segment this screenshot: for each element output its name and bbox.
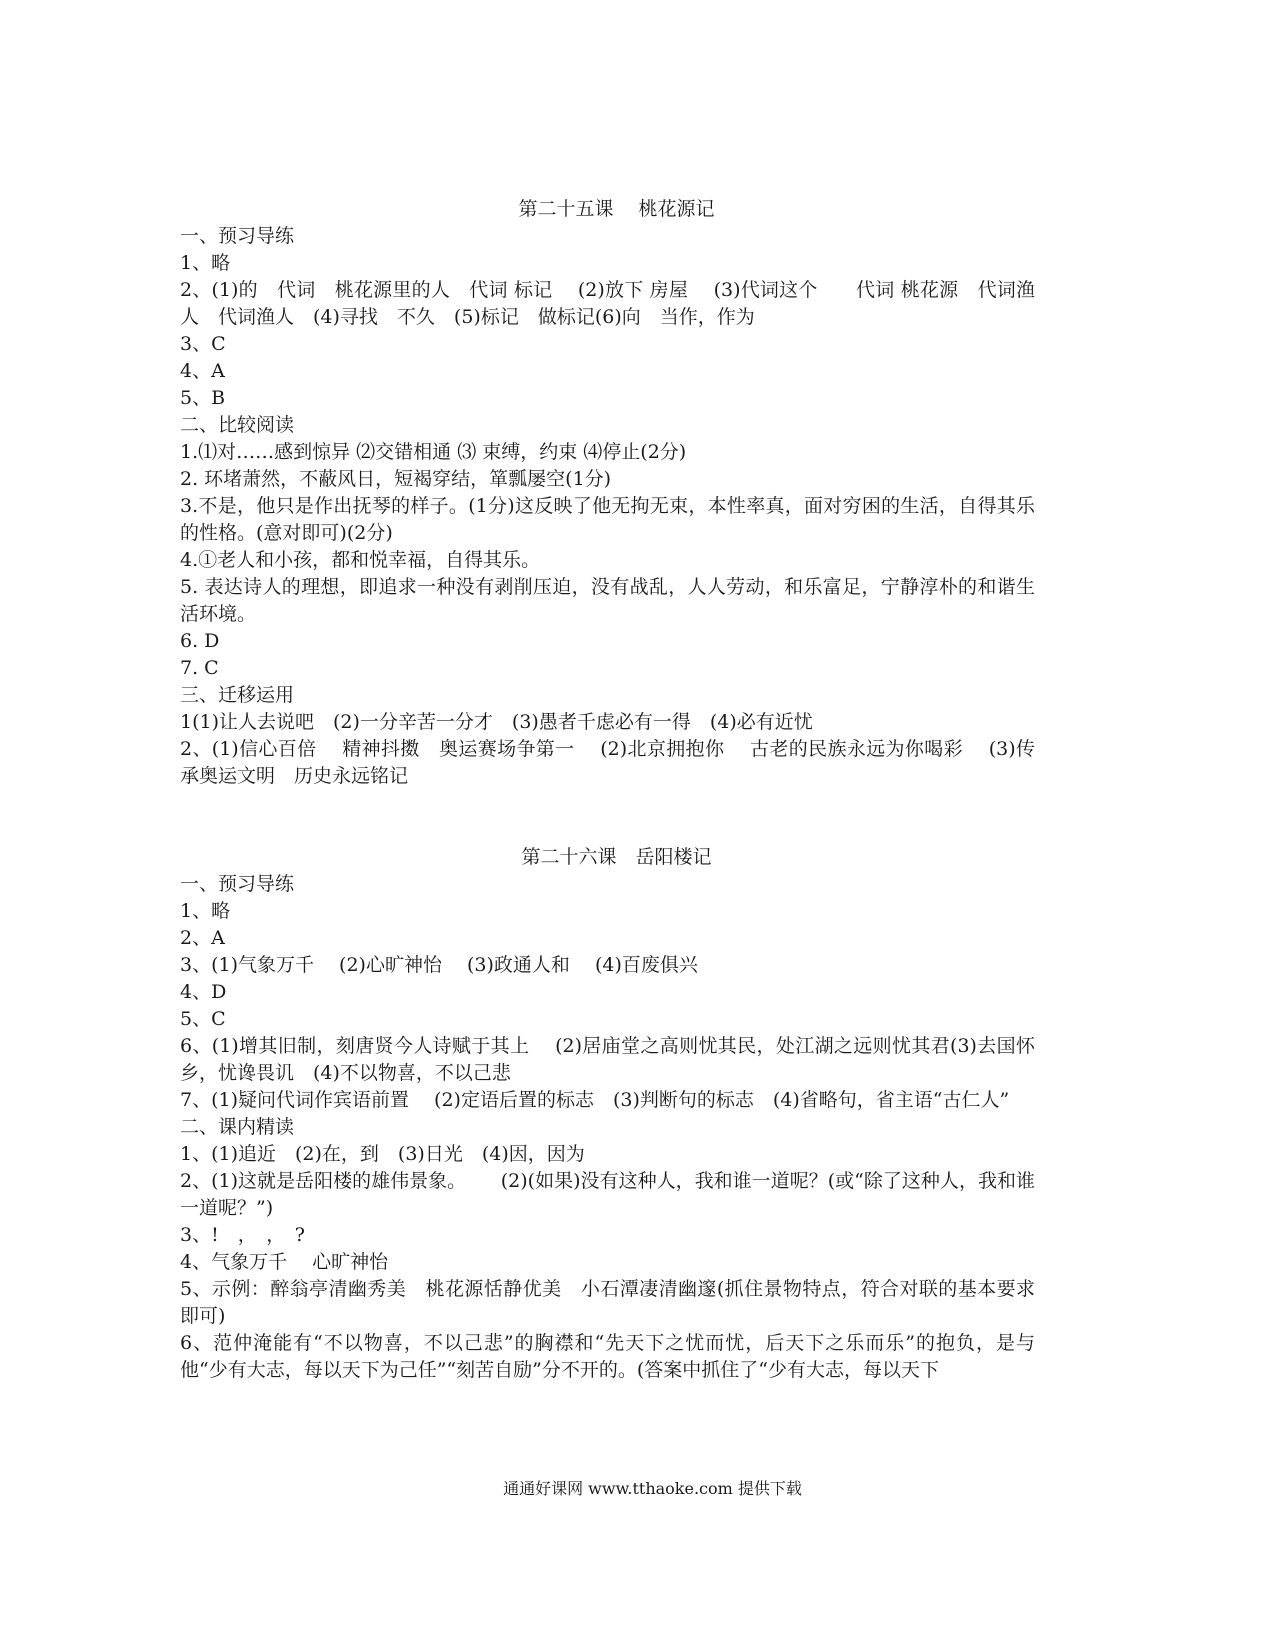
- answer-line: 3、! ， ， ?: [180, 1224, 305, 1246]
- document-body: [180, 196, 1035, 1384]
- lesson-25-answers: [180, 223, 1035, 790]
- answer-line: 7、(1)疑问代词作宾语前置 (2)定语后置的标志 (3)判断句的标志 (4)省略句，省主语“古仁人”: [180, 1089, 1010, 1111]
- answer-line: 5. 表达诗人的理想，即追求一种没有剥削压迫，没有战乱，人人劳动，和乐富足，宁静淳朴的和谐生活环境。: [180, 576, 1035, 625]
- lesson-26-title: 第二十六课 岳阳楼记: [521, 846, 712, 868]
- answer-line: 2、(1)这就是岳阳楼的雄伟景象。 (2)(如果)没有这种人，我和谁一道呢？(或“除了这种人，我和谁一道呢？”): [180, 1170, 1035, 1219]
- answer-line: 3、(1)气象万千 (2)心旷神怡 (3)政通人和 (4)百废俱兴: [180, 954, 698, 976]
- lesson-26-answers: [180, 871, 1035, 1384]
- answer-line: 2、(1)的 代词 桃花源里的人 代词 标记 (2)放下 房屋 (3)代词这个 代词 桃花源 代词渔人 代词渔人 (4)寻找 不久 (5)标记 做标记(6)向 当作，作为: [180, 279, 1035, 328]
- answer-line: 1、略: [180, 252, 231, 274]
- answer-line: 1.⑴对……感到惊异 ⑵交错相通 ⑶ 束缚，约束 ⑷停止(2分): [180, 441, 687, 463]
- lesson-25-title: 第二十五课 桃花源记: [518, 198, 715, 220]
- answer-line: 一、预习导练: [180, 225, 295, 247]
- answer-line: 4.①老人和小孩，都和悦幸福，自得其乐。: [180, 549, 541, 571]
- answer-line: 1、(1)追近 (2)在，到 (3)日光 (4)因，因为: [180, 1143, 585, 1165]
- answer-line: 二、课内精读: [180, 1116, 295, 1138]
- answer-line: 5、示例：醉翁亭清幽秀美 桃花源恬静优美 小石潭凄清幽邃(抓住景物特点，符合对联的基本要求即可): [180, 1278, 1035, 1327]
- answer-line: 1、略: [180, 900, 231, 922]
- answer-line: 6、(1)增其旧制，刻唐贤今人诗赋于其上 (2)居庙堂之高则忧其民，处江湖之远则忧其君(3)去国怀乡，忧谗畏讥 (4)不以物喜，不以己悲: [180, 1035, 1035, 1084]
- answer-line: 2. 环堵萧然，不蔽风日，短褐穿结，箪瓢屡空(1分): [180, 468, 612, 490]
- answer-line: 三、迁移运用: [180, 684, 295, 706]
- answer-line: 二、比较阅读: [180, 414, 295, 436]
- answer-line: 3.不是，他只是作出抚琴的样子。(1分)这反映了他无拘无束，本性率真，面对穷困的生活，自得其乐的性格。(意对即可)(2分): [180, 495, 1035, 544]
- answer-line: 1(1)让人去说吧 (2)一分辛苦一分才 (3)愚者千虑必有一得 (4)必有近忧: [180, 711, 813, 733]
- answer-line: 5、B: [180, 387, 226, 409]
- answer-line: 2、A: [180, 927, 225, 949]
- footer-credit: 通通好课网 www.tthaoke.com 提供下载: [503, 1479, 802, 1498]
- answer-line: 4、气象万千 心旷神怡: [180, 1251, 389, 1273]
- answer-line: 6. D: [180, 630, 220, 652]
- answer-line: 4、D: [180, 981, 227, 1003]
- answer-line: 2、(1)信心百倍 精神抖擞 奥运赛场争第一 (2)北京拥抱你 古老的民族永远为你喝彩 (3)传承奥运文明 历史永远铭记: [180, 738, 1035, 787]
- answer-line: 6、范仲淹能有“不以物喜，不以己悲”的胸襟和“先天下之忧而忧，后天下之乐而乐”的抱负，是与他“少有大志，每以天下为己任”“刻苦自励”分不开的。(答案中抓住了“少有大志，每以天下: [180, 1332, 1035, 1381]
- answer-line: 4、A: [180, 360, 225, 382]
- section-gap: [180, 790, 1035, 844]
- answer-line: 5、C: [180, 1008, 226, 1030]
- answer-line: 3、C: [180, 333, 226, 355]
- answer-line: 7. C: [180, 657, 219, 679]
- answer-line: 一、预习导练: [180, 873, 295, 895]
